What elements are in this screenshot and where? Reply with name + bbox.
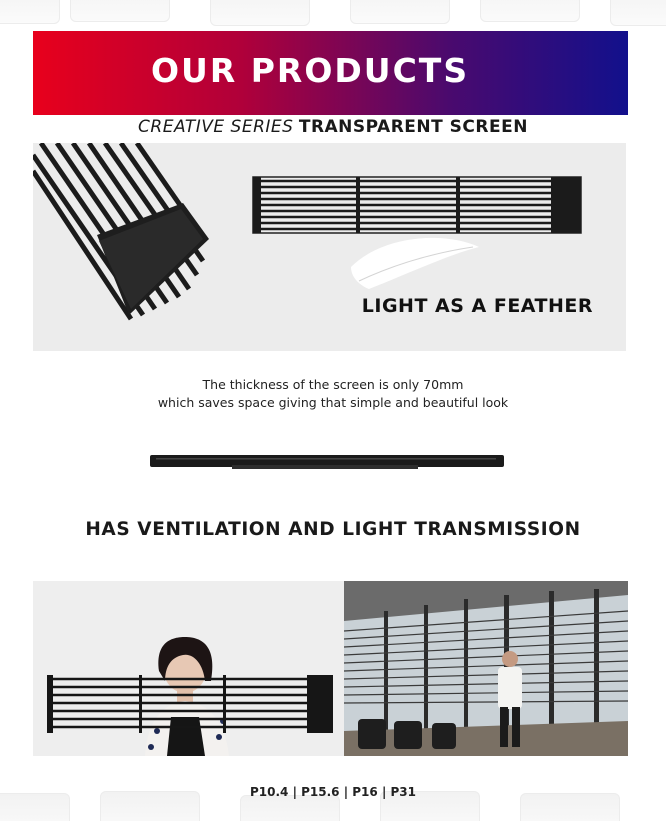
office-window-photo <box>344 581 628 756</box>
product-subtitle <box>0 117 666 137</box>
hero-product-image <box>33 143 626 351</box>
series-label: CREATIVE SERIES <box>138 117 294 137</box>
title-banner <box>33 31 628 115</box>
section-heading: HAS VENTILATION AND LIGHT TRANSMISSION <box>85 519 581 540</box>
page-title: OUR PRODUCTS <box>151 51 470 90</box>
curtain-strips-illustration <box>33 143 209 319</box>
description-text <box>0 376 666 412</box>
description-line-1: The thickness of the screen is only 70mm <box>202 377 464 392</box>
horizontal-panel-illustration <box>253 177 581 233</box>
hero-caption: LIGHT AS A FEATHER <box>361 295 593 317</box>
woman-figure <box>145 637 229 756</box>
feather-illustration <box>351 238 479 289</box>
pixel-pitch-list: P10.4 | P15.6 | P16 | P31 <box>249 785 416 799</box>
transparent-screen-photo <box>33 581 344 756</box>
panel-side-view-illustration <box>150 450 506 472</box>
description-line-2: which saves space giving that simple and beautiful look <box>157 395 509 410</box>
led-panel-illustration <box>33 143 626 351</box>
product-name: TRANSPARENT SCREEN <box>298 117 528 137</box>
